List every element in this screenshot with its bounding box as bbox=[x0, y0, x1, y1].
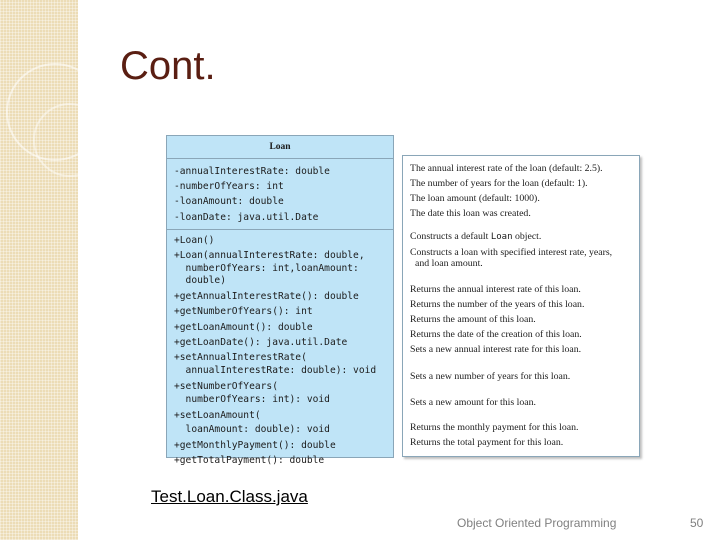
uml-method: +getAnnualInterestRate(): double bbox=[174, 291, 359, 303]
uml-method-continuation: annualInterestRate: double): void bbox=[174, 365, 377, 377]
description-line: Sets a new annual interest rate for this loan. bbox=[410, 344, 582, 355]
description-line: Returns the annual interest rate of this loan. bbox=[410, 284, 581, 295]
description-line: Returns the monthly payment for this loan. bbox=[410, 422, 579, 433]
decorative-circles bbox=[0, 0, 78, 540]
description-line: Sets a new amount for this loan. bbox=[410, 397, 536, 408]
uml-method: +getMonthlyPayment(): double bbox=[174, 439, 336, 451]
uml-method-continuation: loanAmount: double): void bbox=[174, 423, 330, 435]
description-line: Returns the date of the creation of this loan. bbox=[410, 329, 582, 340]
uml-method-continuation: double) bbox=[174, 275, 226, 287]
uml-method: +getNumberOfYears(): int bbox=[174, 306, 313, 318]
uml-methods bbox=[167, 230, 393, 468]
description-panel bbox=[402, 155, 640, 457]
uml-class-name: Loan bbox=[167, 136, 393, 159]
description-text: Constructs a default bbox=[410, 231, 491, 242]
uml-method-continuation: numberOfYears: int): void bbox=[174, 394, 330, 406]
uml-attribute: -numberOfYears: int bbox=[174, 181, 284, 193]
description-code: Loan bbox=[490, 232, 513, 242]
description-line: The loan amount (default: 1000). bbox=[410, 193, 540, 204]
uml-method: +setAnnualInterestRate( bbox=[174, 352, 307, 364]
uml-method-continuation: numberOfYears: int,loanAmount: bbox=[174, 263, 359, 275]
page-number: 50 bbox=[690, 516, 704, 530]
description-line: Returns the amount of this loan. bbox=[410, 314, 536, 325]
uml-method: +setLoanAmount( bbox=[174, 410, 261, 422]
description-text: object. bbox=[512, 231, 542, 242]
description-line bbox=[410, 231, 541, 242]
description-line: Constructs a loan with specified interest rate, years, bbox=[410, 247, 613, 258]
description-line: Returns the number of the years of this loan. bbox=[410, 299, 585, 310]
decorative-side-band bbox=[0, 0, 78, 540]
uml-attribute: -loanDate: java.util.Date bbox=[174, 211, 319, 223]
description-line: Sets a new number of years for this loan. bbox=[410, 371, 571, 382]
uml-class-diagram bbox=[166, 135, 394, 466]
uml-attributes bbox=[167, 159, 393, 230]
uml-attribute: -annualInterestRate: double bbox=[174, 166, 330, 177]
description-line: Returns the total payment for this loan. bbox=[410, 437, 564, 448]
uml-method: +setNumberOfYears( bbox=[174, 381, 278, 393]
footer-text: Object Oriented Programming bbox=[457, 516, 617, 530]
description-line: The annual interest rate of the loan (default: 2.5). bbox=[410, 163, 603, 174]
description-line: and loan amount. bbox=[415, 258, 483, 269]
uml-method: +Loan(annualInterestRate: double, bbox=[174, 250, 365, 262]
uml-method: +getTotalPayment(): double bbox=[174, 454, 325, 466]
uml-method: +getLoanAmount(): double bbox=[174, 321, 313, 333]
uml-method: +getLoanDate(): java.util.Date bbox=[174, 336, 348, 348]
description-line: The date this loan was created. bbox=[410, 208, 531, 219]
uml-method: +Loan() bbox=[174, 234, 215, 246]
slide-title: Cont. bbox=[120, 44, 216, 88]
uml-attribute: -loanAmount: double bbox=[174, 196, 284, 208]
description-line: The number of years for the loan (default: 1). bbox=[410, 178, 588, 189]
test-loan-class-link[interactable]: Test.Loan.Class.java bbox=[151, 487, 308, 506]
